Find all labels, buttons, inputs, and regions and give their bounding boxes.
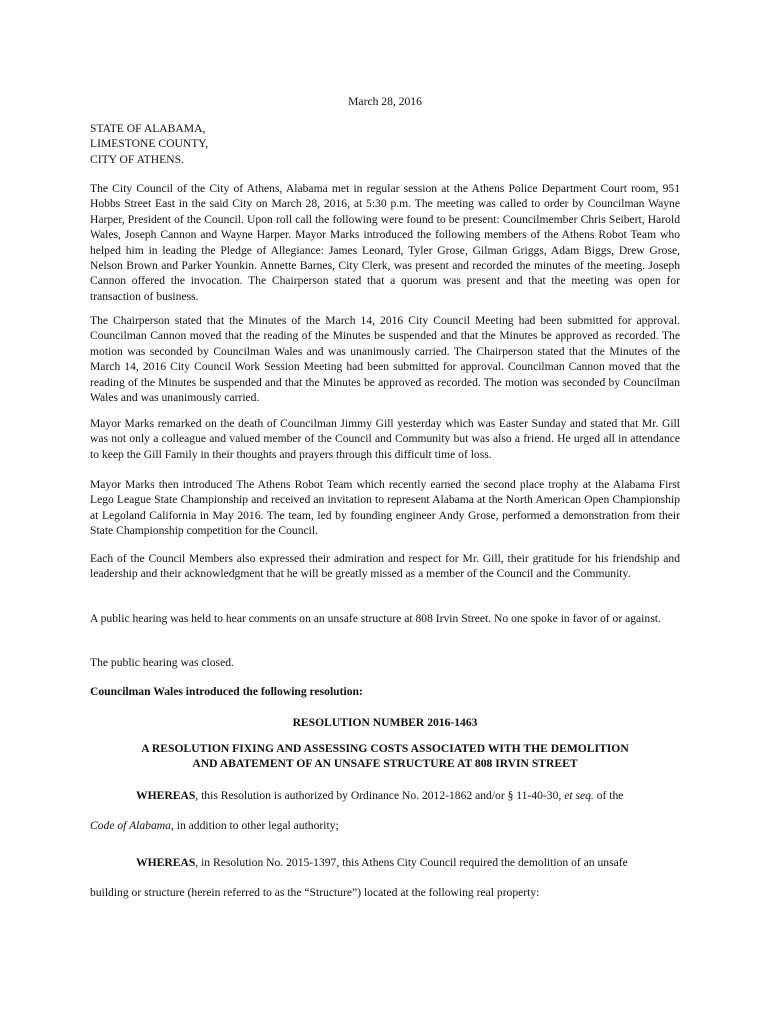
whereas-clause-2 (90, 854, 680, 901)
paragraph-mayor-remarks: Mayor Marks remarked on the death of Councilman Jimmy Gill yesterday which was Easter Sunday and stated that Mr. Gill was not only a colleague and valued member of the Council and Community but was also a friend. He urged all in attendance to keep the Gill Family in their thoughts and prayers through this difficult time of loss. (90, 417, 680, 461)
address-line-city: CITY OF ATHENS. (90, 152, 184, 166)
whereas-1-text: , this Resolution is authorized by Ordinance No. 2012-1862 and/or § 11-40-30, (195, 789, 565, 802)
paragraph-robot-team: Mayor Marks then introduced The Athens Robot Team which recently earned the second place trophy at the Alabama First Lego League State Championship and received an invitation to represent Alabama at the North American Open Championship at Legoland California in May 2016. The team, led by founding engineer Andy Grose, performed a demonstration from their State Championship competition for the Council. (90, 478, 680, 538)
whereas-2-line-1 (90, 854, 680, 871)
paragraph-minutes-approval: The Chairperson stated that the Minutes of the March 14, 2016 City Council Meeting had been submitted for approval. Councilman Cannon moved that the reading of the Minutes be suspended and that the Minutes be approved as recorded. The motion was seconded by Councilman Wales and was unanimously carried. The Chairperson stated that the Minutes of the March 14, 2016 City Council Work Session Meeting had been submitted for approval. Councilman Cannon moved that the reading of the Minutes be suspended and that the Minutes be approved as recorded. The motion was seconded by Councilman Wales and was unanimously carried. (90, 314, 680, 405)
address-line-county: LIMESTONE COUNTY, (90, 137, 209, 151)
whereas-1-end: of the (593, 789, 624, 802)
paragraph-council-members: Each of the Council Members also expressed their admiration and respect for Mr. Gill, their gratitude for his friendship and leadership and their acknowledgment that he will be greatly missed as a member of the Council and the Community. (90, 552, 680, 581)
address-line-state: STATE OF ALABAMA, (90, 122, 206, 135)
whereas-clause-1 (90, 787, 680, 834)
resolution-title-line-1: A RESOLUTION FIXING AND ASSESSING COSTS ASSOCIATED WITH THE DEMOLITION (141, 742, 629, 755)
whereas-1-line-2-text: , in addition to other legal authority; (170, 819, 339, 832)
whereas-keyword: WHEREAS (136, 856, 196, 869)
paragraph-public-hearing: A public hearing was held to hear comments on an unsafe structure at 808 Irvin Street. No one spoke in favor of or against. (90, 612, 661, 625)
code-of-alabama: Code of Alabama (90, 819, 171, 832)
document-date: March 28, 2016 (348, 95, 422, 108)
whereas-1-line-2 (90, 817, 680, 834)
resolution-title-line-2: AND ABATEMENT OF AN UNSAFE STRUCTURE AT 808 IRVIN STREET (192, 757, 578, 771)
whereas-2-text: , in Resolution No. 2015-1397, this Athens City Council required the demolition of an unsafe (195, 856, 628, 869)
resolution-number: RESOLUTION NUMBER 2016-1463 (292, 716, 478, 729)
resolution-title (90, 741, 680, 772)
whereas-1-italic: et seq. (564, 789, 594, 802)
whereas-keyword: WHEREAS (136, 789, 196, 802)
whereas-2-line-2: building or structure (herein referred to as the “Structure”) located at the following real property: (90, 886, 540, 899)
resolution-intro: Councilman Wales introduced the following resolution: (90, 685, 363, 698)
paragraph-meeting-opening: The City Council of the City of Athens, Alabama met in regular session at the Athens Police Department Court room, 951 Hobbs Street East in the said City on March 28, 2016, at 5:30 p.m. The meeting was called to order by Councilman Wayne Harper, President of the Council. Upon roll call the following were found to be present: Councilmember Chris Seibert, Harold Wales, Joseph Cannon and Wayne Harper. Mayor Marks introduced the following members of the Athens Robot Team who helped him in leading the Pledge of Allegiance: James Leonard, Tyler Grose, Gilman Griggs, Adam Biggs, Drew Grose, Nelson Brown and Parker Younkin. Annette Barnes, City Clerk, was present and recorded the minutes of the meeting. Joseph Cannon offered the invocation. The Chairperson stated that a quorum was present and that the meeting was open for transaction of business. (90, 182, 680, 303)
whereas-1-line-1 (90, 787, 680, 804)
address-block (90, 121, 680, 167)
paragraph-hearing-closed: The public hearing was closed. (90, 656, 234, 669)
